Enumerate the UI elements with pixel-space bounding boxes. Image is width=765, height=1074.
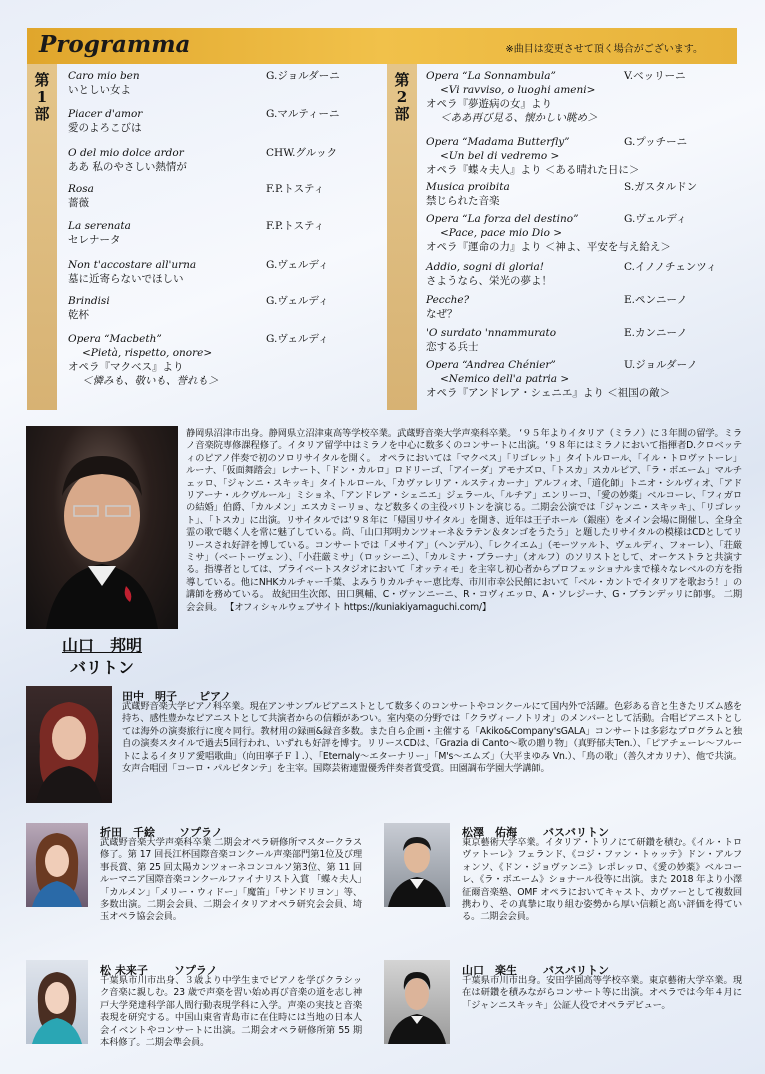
- program-item: [68, 258, 329, 286]
- composer: G.ジョルダーニ: [266, 70, 340, 82]
- orita-chie-photo: [26, 823, 88, 907]
- composer: F.P.トスティ: [266, 183, 325, 195]
- yamaguchi-gakusei-name: 山口 楽生: [462, 964, 517, 977]
- programma-title: Programma: [39, 31, 191, 58]
- composer: G.ヴェルディ: [624, 213, 687, 225]
- composer: V.ベッリーニ: [624, 70, 686, 82]
- piece-aria: <Nemico dell'a patria >: [440, 373, 570, 385]
- program-item: [426, 69, 686, 125]
- composer: G.ヴェルディ: [266, 259, 329, 271]
- yamaguchi-gakusei-photo: [384, 960, 450, 1044]
- piece-title: Opera “Madama Butterfly”: [426, 136, 570, 148]
- composer: E.カンニーノ: [624, 327, 688, 339]
- piece-title: Opera “Macbeth”: [68, 333, 162, 345]
- piece-japanese-title: さようなら、栄光の夢よ！: [426, 275, 552, 287]
- program-item: [426, 358, 698, 400]
- piece-japanese-title: オペラ『アンドレア・シェニエ』より ＜祖国の敵＞: [426, 387, 671, 399]
- yamaguchi-kuniaki-bio: 静岡県沼津市出身。静岡県立沼津東高等学校卒業。武蔵野音楽大学声楽科卒業。 ‘９５年よりイタリア（ミラノ）に３年間の留学。ミラノ音楽院専修課程修了。イタリア留学中はミラノを中心に数多くのコンサートに出演。‘９８年にはミラノにおいて指揮者D.クロベッティのピアノ伴奏で初のソロリサイタルを開く。 オペラにおいては「マクベス」「リゴレット」タイトルロール、「イル・トロヴァトーレ」ルーナ、「仮面舞踏会」レナート、「ドン・カルロ」ロドリーゴ、「アイーダ」アモナズロ、「トスカ」スカルピア、「ラ・ボエーム」マルチェッロ、「ジャンニ・スキッキ」タイトルロール、「カヴァレリア・ルスティカーナ」アルフィオ、「道化師」トニオ・シルヴィオ、「アドリアーナ・ルクヴルール」ミショネ、「アンドレア・シェニエ」ジェラール、「ルチア」エンリーコ、「愛の妙薬」ベルコーレ、「フィガロの結婚」伯爵、「カルメン」エスカミーリョ、など数多くの主役バリトンを演じる。二期会公演では「ジャンニ・スキッキ」、「リゴレット」、「トスカ」に出演。リサイタルでは‘９８年に「帰国リサイタル」を開き、近年は王子ホール（銀座）をメイン会場に開催し、全身全霊の歌で聴く人を常に魅了している。尚、「山口邦明カンツォーネ＆ラテン＆タンゴをうたう」と題したリサイタルの模様はCDとしてリリースされ好評を博している。コンサートでは「メサイア」（ヘンデル）、「レクイエム」（モーツァルト、ヴェルディ、フォーレ）、「荘厳ミサ」（ベートーヴェン）、「小荘厳ミサ」（ロッシーニ）、「カルミナ・ブラーナ」（オルフ）のソリストとして、オーケストラと共演する。指導者としては、プライベートスタジオにおいて「オッティモ」を主宰し初心者からプロフェッショナルまで様々なレベルの方を指導している。他にNHKカルチャー千葉、よみうりカルチャー恵比寿、市川市幸公民館において「ベル・カントでイタリアを歌おう！」の講師を務めている。 故紀田生次郎、田口興輔、C・ヴァンニーニ、R・コヴィエッロ、A・ソレジーナ、G・ブランデッリに師事。 二期会会員。 【オフィシャルウェブサイト https://kuniakiyamaguchi.com/】: [186, 428, 742, 613]
- yamaguchi-kuniaki-role: バリトン: [69, 658, 134, 677]
- program-item: [426, 212, 687, 254]
- orita-chie-bio: 武蔵野音楽大学声楽科卒業 二期会オペラ研修所マスタークラス修了。第 17 回長江杯国際音楽コンクール声楽部門第1位及び理事長賞、第 25 回太陽カンツォーネコンコルソ第3位、第 11 回ルーマニア国際音楽コンクールファイナリスト入賞 「蝶々夫人」「カルメン」「メリー・ウィドー」「魔笛」「サンドリヨン」等、多数出演。二期会会員、二期会イタリアオペラ研究会会員、埼玉オペラ協会会員。: [100, 837, 362, 923]
- piece-japanese-title: 禁じられた音楽: [426, 195, 500, 207]
- composer: G.マルティーニ: [266, 108, 340, 120]
- composer: G.ヴェルディ: [266, 333, 329, 345]
- matsu-mikiko-name: 松 未来子: [100, 964, 148, 977]
- piece-japanese-title: ああ 私のやさしい熱情が: [68, 161, 187, 173]
- yamaguchi-kuniaki-name: 山口 邦明: [61, 636, 142, 655]
- piece-japanese-aria: ＜ああ再び見る、懐かしい眺め＞: [440, 112, 598, 124]
- matsuzawa-yuumi-photo: [384, 823, 450, 907]
- piece-aria: <Pietà, rispetto, onore>: [82, 347, 213, 359]
- program-item: [68, 332, 329, 388]
- piece-japanese-title: 恋する兵士: [426, 341, 479, 353]
- piece-title: Rosa: [68, 183, 94, 195]
- program-item: [68, 294, 329, 322]
- piece-aria: <Vi ravviso, o luoghi ameni>: [440, 84, 596, 96]
- matsu-mikiko-bio: 千葉県市川市出身、３歳より中学生までピアノを学びクラシック音楽に親しむ。23 歳で声楽を習い始め再び音楽の道を志し神戸大学発達科学部人間行動表現学科に入学。声楽の実技と音楽表現を研究する。中国山東省青島市に在住時には当地の日本人会イベントやコンサートに出演。二期会オペラ研修所第 55 期本科修了。二期会準会員。: [100, 975, 362, 1049]
- program-item: [426, 293, 688, 321]
- piece-japanese-title: オペラ『夢遊病の女』より: [426, 98, 552, 110]
- piece-japanese-title: オペラ『運命の力』より ＜神よ、平安を与え給え＞: [426, 241, 671, 253]
- composer: G.プッチーニ: [624, 136, 688, 148]
- piece-japanese-title: オペラ『蝶々夫人』より ＜ある晴れた日に＞: [426, 164, 640, 176]
- piece-title: Piacer d'amor: [68, 108, 143, 120]
- matsu-mikiko-role: ソプラノ: [173, 964, 218, 977]
- piece-title: Addio, sogni di gloria!: [426, 261, 544, 273]
- tanaka-akiko-photo: [26, 686, 112, 803]
- tanaka-akiko-name: 田中 明子: [122, 690, 177, 703]
- piece-title: Musica proibita: [426, 181, 510, 193]
- composer: E.ペンニーノ: [624, 294, 688, 306]
- matsu-mikiko-photo: [26, 960, 88, 1044]
- part2-program-list: [426, 0, 738, 420]
- piece-japanese-title: オペラ『マクベス』より: [68, 361, 184, 373]
- part1-program-list: [68, 0, 368, 420]
- piece-japanese-aria: ＜憐みも、敬いも、誉れも＞: [82, 375, 219, 387]
- part2-label: 第 2 部: [394, 71, 410, 123]
- program-item: [426, 260, 717, 288]
- orita-chie-name: 折田 千絵: [100, 826, 155, 839]
- piece-japanese-title: 墓に近寄らないでほしい: [68, 273, 184, 285]
- program-item: [68, 219, 325, 247]
- composer: U.ジョルダーノ: [624, 359, 698, 371]
- tanaka-akiko-role: ピアノ: [199, 690, 232, 703]
- composer: F.P.トスティ: [266, 220, 325, 232]
- piece-title: La serenata: [68, 220, 131, 232]
- composer: G.ヴェルディ: [266, 295, 329, 307]
- part1-label: 第 1 部: [34, 71, 50, 123]
- yamaguchi-gakusei-bio: 千葉県市川市出身。安田学園高等学校卒業。東京藝術大学卒業。現在は研鑽を積みながらコンサート等に出演。オペラでは今年４月に「ジャンニスキッキ」公証人役でオペラデビュー。: [462, 975, 742, 1011]
- piece-title: Opera “La forza del destino”: [426, 213, 579, 225]
- program-item: [68, 146, 338, 174]
- piece-title: Brindisi: [68, 295, 110, 307]
- piece-japanese-title: 薔薇: [68, 197, 89, 209]
- yamaguchi-gakusei-role: バスバリトン: [543, 964, 609, 977]
- composer: CHW.グルック: [266, 147, 338, 159]
- program-item: [426, 180, 698, 208]
- matsuzawa-yuumi-name: 松澤 佑海: [462, 826, 517, 839]
- piece-title: Opera “Andrea Chénier”: [426, 359, 556, 371]
- piece-aria: <Pace, pace mio Dio >: [440, 227, 563, 239]
- orita-chie-role: ソプラノ: [179, 826, 223, 839]
- program-change-note: ※曲目は変更させて頂く場合がございます。: [505, 44, 703, 55]
- piece-title: 'O surdato 'nnammurato: [426, 327, 557, 339]
- piece-japanese-title: 乾杯: [68, 309, 89, 321]
- piece-japanese-title: なぜ？: [426, 308, 458, 320]
- program-item: [426, 135, 688, 177]
- piece-title: O del mio dolce ardor: [68, 147, 184, 159]
- matsuzawa-yuumi-role: バスバリトン: [543, 826, 609, 839]
- composer: S.ガスタルドン: [624, 181, 698, 193]
- piece-japanese-title: いとしい女よ: [68, 84, 131, 96]
- program-item: [426, 326, 688, 354]
- piece-title: Opera “La Sonnambula”: [426, 70, 556, 82]
- piece-japanese-title: セレナータ: [68, 234, 121, 246]
- program-item: [68, 182, 325, 210]
- piece-title: Pecche?: [426, 294, 470, 306]
- piece-title: Caro mio ben: [68, 70, 140, 82]
- yamaguchi-kuniaki-caption: [26, 635, 178, 679]
- matsuzawa-yuumi-bio: 東京藝術大学卒業。イタリア・トリノにて研鑽を積む。《イル・トロヴァトーレ》フェランド、《コジ・ファン・トゥッテ》ドン・アルフォンソ、《ドン・ジョヴァンニ》レポレッロ、《愛の妙薬》ベルコーレ、《ラ・ボエーム》ショナール役等に出演。また 2018 年より小澤征爾音楽塾、OMF オペラにおいてキャスト、カヴァーとして複数回携わり、その真摯に取り組む姿勢から厚い信頼と高い評価を得ている。二期会会員。: [462, 837, 742, 923]
- program-item: [68, 69, 340, 97]
- tanaka-akiko-bio: 武蔵野音楽大学ピアノ科卒業。現在アンサンブルピアニストとして数多くのコンサートやコンクールにて国内外で活躍。色彩ある音と生きたリズム感を持ち、感性豊かなピアニストとして共演者からの信頼があつい。室内楽の分野では「クラヴィーノトリオ」のメンバーとして活動。合唱ピアニストとしては海外の演奏旅行に度々同行。教材用の録画&録音多数。また自ら企画・主催する「Akiko&Company'sGALA」コンサートは多彩なプログラムと独自の演奏スタイルで過去5回行われ、いずれも好評を博す。リリースCDは、「Grazia di Canto～歌の贈り物」（真野郁夫Ten.）、「ピアチェーレ～フルートによるイタリア愛唱歌曲」（向田寧子Ｆｌ.）、「Eternaly～エターナリー」「M's～エムズ」（大平まゆみ Vn.）、「鳥の歌」（善久オカリナ）、他で共演。女声合唱団「コーロ・パルピタンテ」を主宰。国際芸術連盟優秀伴奏者賞受賞。田園調布学園大学講師。: [122, 701, 742, 775]
- yamaguchi-kuniaki-photo: [26, 426, 178, 629]
- piece-japanese-title: 愛のよろこびは: [68, 122, 142, 134]
- program-item: [68, 107, 340, 135]
- piece-title: Non t'accostare all'urna: [68, 259, 197, 271]
- piece-aria: <Un bel di vedremo >: [440, 150, 560, 162]
- composer: C.イノノチェンツィ: [624, 261, 717, 273]
